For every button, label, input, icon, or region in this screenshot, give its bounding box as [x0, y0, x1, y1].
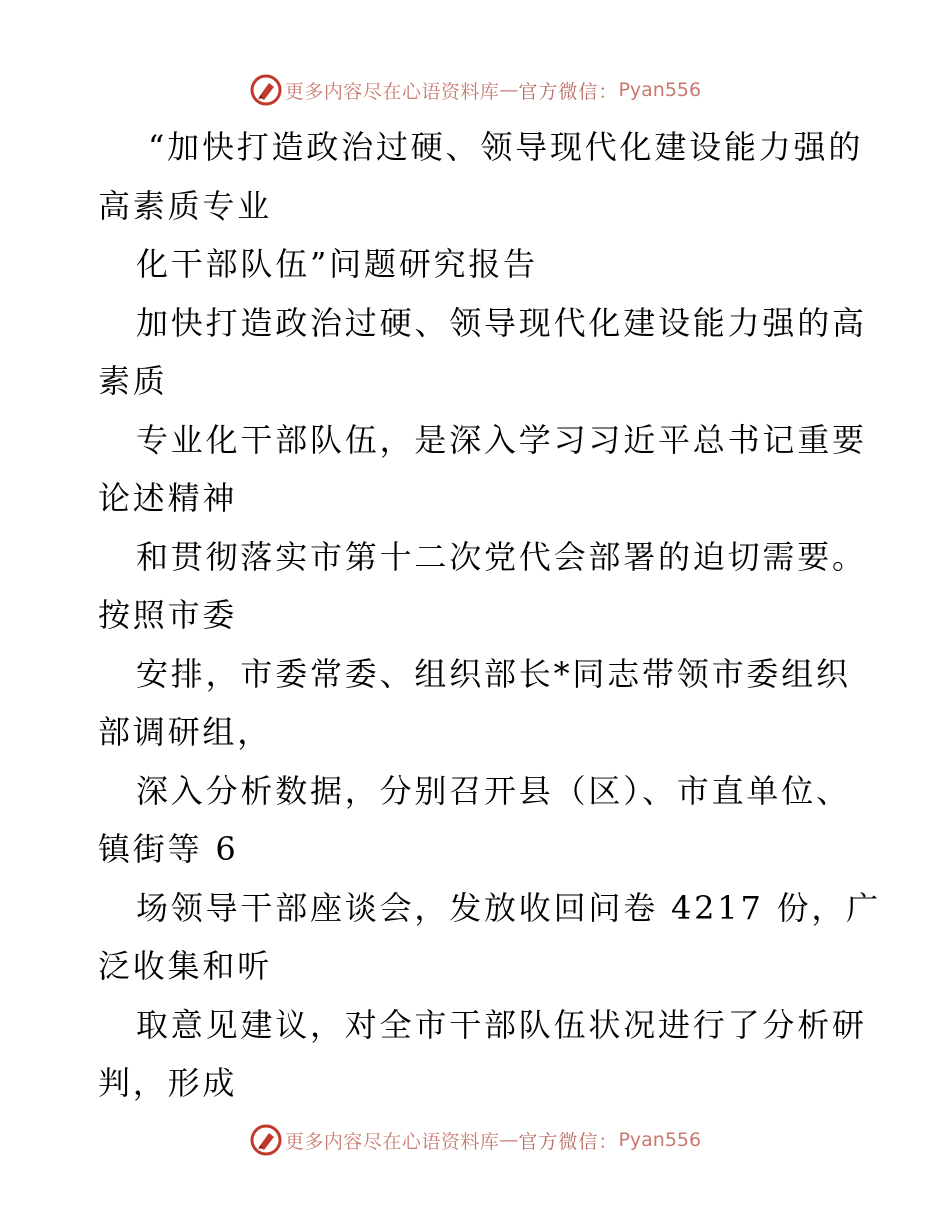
- paragraph-line: 安排，市委常委、组织部长*同志带领市委组织: [136, 654, 851, 693]
- pen-nib-circle-icon: [249, 73, 283, 107]
- watermark-dash: —: [499, 79, 519, 101]
- watermark-official-label: 官方微信：: [518, 1130, 619, 1153]
- paragraph-line: 取意见建议，对全市干部队伍状况进行了分析研: [136, 1005, 867, 1044]
- footer-watermark: [0, 1120, 950, 1160]
- paragraph-line: 部调研组，: [98, 713, 273, 751]
- paragraph-line: 论述精神: [98, 479, 238, 517]
- paragraph-line: 专业化干部队伍，是深入学习习近平总书记重要: [136, 420, 867, 459]
- title-line-2: 高素质专业: [98, 186, 273, 225]
- paragraph-line: 按照市委: [98, 596, 238, 634]
- title-line-3: 化干部队伍”问题研究报告: [136, 245, 538, 283]
- paragraph-line: 深入分析数据，分别召开县（区）、市直单位、: [136, 771, 851, 810]
- watermark-main-text: 更多内容尽在心语资料库: [284, 1130, 500, 1153]
- watermark-dash: —: [499, 1129, 519, 1151]
- watermark-main-text: 更多内容尽在心语资料库: [284, 80, 500, 103]
- watermark-wechat-id: Pyan556: [618, 79, 702, 101]
- watermark-wechat-id: Pyan556: [618, 1129, 702, 1151]
- paragraph-line: 素质: [98, 362, 168, 400]
- header-watermark: [0, 70, 950, 110]
- paragraph-line: 和贯彻落实市第十二次党代会部署的迫切需要。: [136, 537, 867, 576]
- watermark-official-label: 官方微信：: [518, 80, 619, 103]
- paragraph-line: 加快打造政治过硬、领导现代化建设能力强的高: [136, 303, 867, 342]
- paragraph-line: 镇街等 6: [98, 830, 239, 868]
- paragraph-line: 判，形成: [98, 1064, 238, 1102]
- pen-nib-circle-icon: [249, 1123, 283, 1157]
- paragraph-line: 泛收集和听: [98, 947, 273, 985]
- title-line-1: “加快打造政治过硬、领导现代化建设能力强的: [148, 128, 864, 166]
- document-body: [98, 118, 881, 1113]
- paragraph-line: 场领导干部座谈会，发放收回问卷 4217 份，广: [136, 888, 881, 927]
